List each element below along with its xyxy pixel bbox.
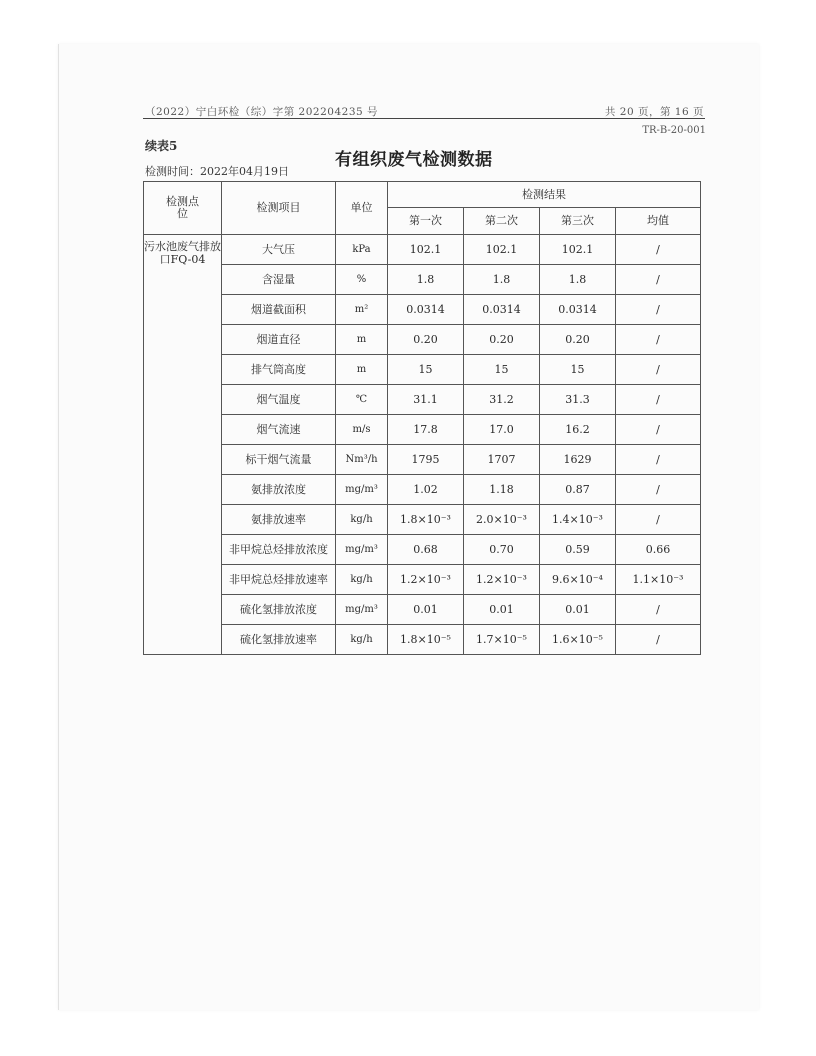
unit-cell: m: [336, 355, 388, 385]
item-cell: 硫化氢排放速率: [222, 625, 336, 655]
page-title: 有组织废气检测数据: [335, 150, 493, 170]
value-third-cell: 1.8: [540, 265, 616, 295]
header-unit: 单位: [336, 182, 388, 235]
value-third-cell: 16.2: [540, 415, 616, 445]
value-average-cell: /: [616, 355, 701, 385]
item-cell: 含湿量: [222, 265, 336, 295]
value-third-cell: 102.1: [540, 235, 616, 265]
value-second-cell: 1.8: [464, 265, 540, 295]
value-first-cell: 0.0314: [388, 295, 464, 325]
value-third-cell: 0.87: [540, 475, 616, 505]
unit-cell: %: [336, 265, 388, 295]
value-average-cell: /: [616, 415, 701, 445]
value-second-cell: 17.0: [464, 415, 540, 445]
unit-cell: m²: [336, 295, 388, 325]
value-average-cell: /: [616, 295, 701, 325]
unit-cell: mg/m³: [336, 475, 388, 505]
item-cell: 烟气温度: [222, 385, 336, 415]
table-row: [144, 565, 701, 595]
report-number: （2022）宁白环检（综）字第 202204235 号: [145, 106, 379, 118]
value-second-cell: 0.0314: [464, 295, 540, 325]
item-cell: 烟道截面积: [222, 295, 336, 325]
value-first-cell: 1.02: [388, 475, 464, 505]
value-third-cell: 0.20: [540, 325, 616, 355]
value-second-cell: 1707: [464, 445, 540, 475]
unit-cell: kg/h: [336, 505, 388, 535]
value-average-cell: /: [616, 265, 701, 295]
item-cell: 氨排放浓度: [222, 475, 336, 505]
item-cell: 大气压: [222, 235, 336, 265]
value-second-cell: 0.70: [464, 535, 540, 565]
header-first: 第一次: [388, 208, 464, 235]
value-second-cell: 102.1: [464, 235, 540, 265]
value-second-cell: 0.01: [464, 595, 540, 625]
item-cell: 非甲烷总烃排放速率: [222, 565, 336, 595]
table-row: [144, 235, 701, 265]
item-cell: 非甲烷总烃排放浓度: [222, 535, 336, 565]
unit-cell: mg/m³: [336, 595, 388, 625]
value-average-cell: /: [616, 625, 701, 655]
item-cell: 烟气流速: [222, 415, 336, 445]
item-cell: 排气筒高度: [222, 355, 336, 385]
table-row: [144, 505, 701, 535]
item-cell: 氨排放速率: [222, 505, 336, 535]
value-third-cell: 9.6×10⁻⁴: [540, 565, 616, 595]
value-first-cell: 17.8: [388, 415, 464, 445]
value-first-cell: 1.8: [388, 265, 464, 295]
header-second: 第二次: [464, 208, 540, 235]
value-first-cell: 1.8×10⁻⁵: [388, 625, 464, 655]
header-position: 检测点位: [144, 182, 222, 235]
value-third-cell: 1.6×10⁻⁵: [540, 625, 616, 655]
value-first-cell: 0.01: [388, 595, 464, 625]
value-second-cell: 1.18: [464, 475, 540, 505]
table-row: [144, 475, 701, 505]
value-third-cell: 1629: [540, 445, 616, 475]
value-first-cell: 0.68: [388, 535, 464, 565]
unit-cell: kg/h: [336, 565, 388, 595]
value-first-cell: 31.1: [388, 385, 464, 415]
unit-cell: kPa: [336, 235, 388, 265]
unit-cell: Nm³/h: [336, 445, 388, 475]
value-second-cell: 1.7×10⁻⁵: [464, 625, 540, 655]
value-average-cell: /: [616, 505, 701, 535]
table-row: [144, 385, 701, 415]
table-row: [144, 445, 701, 475]
position-cell: 污水池废气排放口FQ-04: [144, 235, 222, 655]
value-third-cell: 31.3: [540, 385, 616, 415]
value-second-cell: 15: [464, 355, 540, 385]
item-cell: 标干烟气流量: [222, 445, 336, 475]
document-code: TR-B-20-001: [642, 125, 706, 136]
value-third-cell: 0.01: [540, 595, 616, 625]
value-average-cell: /: [616, 325, 701, 355]
table-row: [144, 415, 701, 445]
value-first-cell: 102.1: [388, 235, 464, 265]
header-average: 均值: [616, 208, 701, 235]
unit-cell: ℃: [336, 385, 388, 415]
value-second-cell: 31.2: [464, 385, 540, 415]
value-average-cell: /: [616, 385, 701, 415]
emission-data-table: [143, 181, 701, 655]
value-average-cell: 0.66: [616, 535, 701, 565]
value-average-cell: /: [616, 475, 701, 505]
header-third: 第三次: [540, 208, 616, 235]
item-cell: 烟道直径: [222, 325, 336, 355]
table-row: [144, 625, 701, 655]
value-first-cell: 1.8×10⁻³: [388, 505, 464, 535]
value-third-cell: 0.59: [540, 535, 616, 565]
table-row: [144, 265, 701, 295]
value-first-cell: 1.2×10⁻³: [388, 565, 464, 595]
unit-cell: mg/m³: [336, 535, 388, 565]
table-row: [144, 595, 701, 625]
value-second-cell: 1.2×10⁻³: [464, 565, 540, 595]
value-first-cell: 0.20: [388, 325, 464, 355]
unit-cell: m: [336, 325, 388, 355]
value-second-cell: 2.0×10⁻³: [464, 505, 540, 535]
value-average-cell: 1.1×10⁻³: [616, 565, 701, 595]
unit-cell: m/s: [336, 415, 388, 445]
value-third-cell: 15: [540, 355, 616, 385]
value-average-cell: /: [616, 595, 701, 625]
table-row: [144, 535, 701, 565]
value-third-cell: 1.4×10⁻³: [540, 505, 616, 535]
value-first-cell: 1795: [388, 445, 464, 475]
page-info: 共 20 页，第 16 页: [604, 106, 704, 118]
header-item: 检测项目: [222, 182, 336, 235]
value-average-cell: /: [616, 445, 701, 475]
value-third-cell: 0.0314: [540, 295, 616, 325]
item-cell: 硫化氢排放浓度: [222, 595, 336, 625]
table-row: [144, 355, 701, 385]
unit-cell: kg/h: [336, 625, 388, 655]
table-header-row: [144, 182, 701, 208]
continued-table-label: 续表5: [145, 139, 178, 153]
value-first-cell: 15: [388, 355, 464, 385]
header-divider: [143, 118, 705, 119]
value-average-cell: /: [616, 235, 701, 265]
table-row: [144, 295, 701, 325]
value-second-cell: 0.20: [464, 325, 540, 355]
test-time: 检测时间：2022年04月19日: [145, 165, 289, 178]
header-results: 检测结果: [388, 182, 701, 208]
table-row: [144, 325, 701, 355]
